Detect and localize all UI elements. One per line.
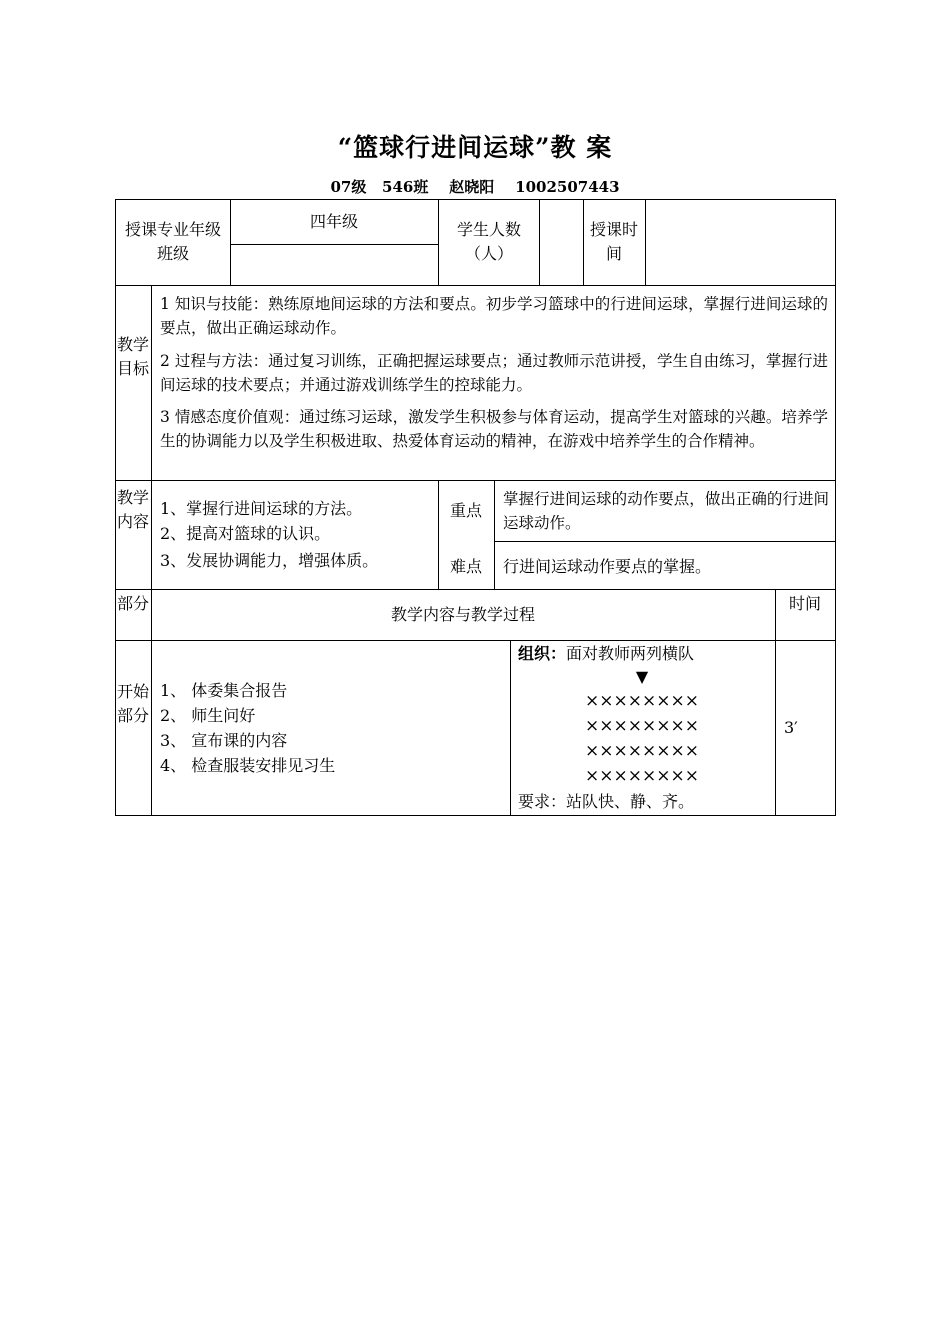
- objectives-label: 教学目标: [116, 335, 149, 378]
- formation-row: ××××××××: [585, 766, 699, 786]
- teacher-marker-icon: ▼: [635, 667, 649, 686]
- objective-item: 2 过程与方法：通过复习训练，正确把握运球要点；通过教师示范讲授，学生自由练习，掌握行进间运球的技术要点；并通过游戏训练学生的控球能力。: [160, 352, 828, 394]
- col-divider: [438, 199, 439, 285]
- objective-item: 1 知识与技能：熟练原地间运球的方法和要点。初步学习篮球中的行进间运球，掌握行进间运球的要点，做出正确运球动作。: [160, 295, 828, 337]
- content-item: 1、掌握行进间运球的方法。: [160, 499, 363, 518]
- difficulty-label: 难点: [449, 557, 482, 576]
- formation-row: ××××××××: [585, 741, 699, 761]
- formation-row: ××××××××: [585, 691, 699, 711]
- author-line: 07级 546班 赵晓阳 1002507443: [330, 178, 620, 196]
- row-divider: [115, 640, 836, 641]
- start-step: 4、 检查服装安排见习生: [160, 756, 336, 775]
- start-step: 1、 体委集合报告: [160, 681, 288, 700]
- col-divider: [775, 589, 776, 816]
- start-step: 3、 宣布课的内容: [160, 731, 288, 750]
- part-header-label: 部分: [116, 594, 149, 613]
- organization-line: [518, 642, 694, 666]
- key-point-label: 重点: [449, 501, 482, 520]
- col-divider: [510, 640, 511, 816]
- col-divider: [151, 285, 152, 816]
- content-label: 教学内容: [116, 488, 149, 531]
- col-divider: [645, 199, 646, 285]
- row-divider: [230, 244, 438, 245]
- key-point-text: 掌握行进间运球的动作要点，做出正确的行进间运球动作。: [503, 490, 829, 532]
- page-title: “篮球行进间运球”教 案: [337, 133, 613, 162]
- students-label: 学生人数（人）: [456, 220, 521, 263]
- time-header-label: 时间: [788, 594, 821, 613]
- start-step: 2、 师生问好: [160, 706, 256, 725]
- row-divider: [115, 589, 836, 590]
- requirement-text: 要求：站队快、静、齐。: [518, 792, 695, 811]
- grade-label: 授课专业年级班级: [124, 220, 221, 263]
- row-divider: [115, 480, 836, 481]
- col-divider: [494, 480, 495, 589]
- start-part-label: 开始部分: [116, 682, 149, 725]
- row-divider: [115, 285, 836, 286]
- organization-text: 面对教师两列横队: [566, 644, 695, 663]
- content-item: 2、提高对篮球的认识。: [160, 524, 331, 543]
- formation-row: ××××××××: [585, 716, 699, 736]
- content-item: 3、发展协调能力，增强体质。: [160, 551, 379, 570]
- time-label: 授课时间: [590, 220, 639, 263]
- objective-item: 3 情感态度价值观：通过练习运球，激发学生积极参与体育运动，提高学生对篮球的兴趣。培养学生的协调能力以及学生积极进取、热爱体育运动的精神，在游戏中培养学生的合作精神。: [160, 408, 828, 450]
- col-divider: [583, 199, 584, 285]
- row-divider: [494, 541, 836, 542]
- grade-value: 四年级: [309, 212, 358, 231]
- process-header-label: 教学内容与教学过程: [390, 605, 535, 624]
- difficulty-text: 行进间运球动作要点的掌握。: [503, 557, 712, 576]
- start-time: 3′: [784, 718, 798, 737]
- organization-label: 组织：: [518, 644, 567, 663]
- col-divider: [539, 199, 540, 285]
